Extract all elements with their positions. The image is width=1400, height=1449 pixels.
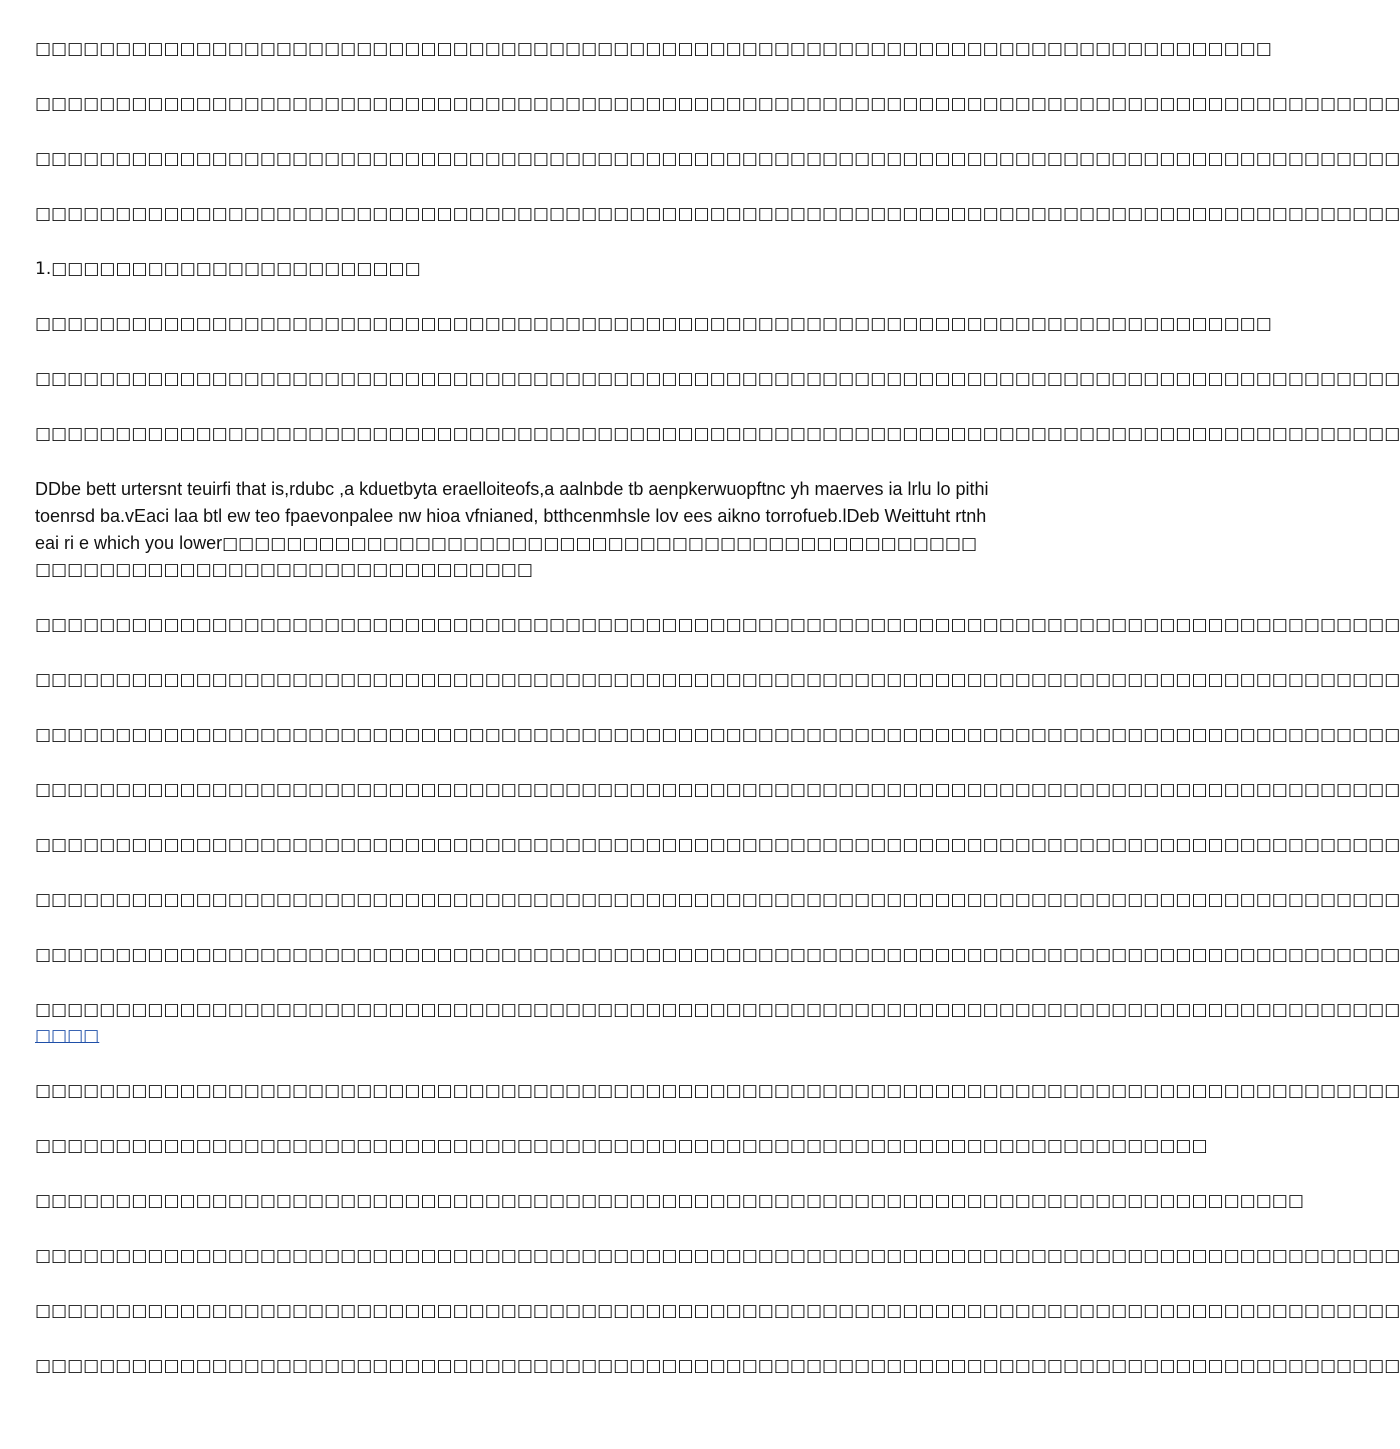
paragraph: □□□□□□□□□□□□□□□□□□□□□□□□□□□□□□□□□□□□□□□□□□□□□□□□□□□□□□□□□□□□□□□□□□□□□□□□□: [35, 1136, 1208, 1156]
paragraph: □□□□□□□□□□□□□□□□□□□□□□□□□□□□□□□□□□□□□□□□□□□□□□□□□□□□□□□□□□□□□□□□□□□□□□□□□□□□□□□□□□□□□: [35, 1246, 1400, 1266]
paragraph: □□□□□□□□□□□□□□□□□□□□□□□□□□□□□□□□□□□□□□□□□□□□□□□□□□□□□□□□□□□□□□□□□□□□□□□□□□□□□□□□□□□□□: [35, 424, 1400, 444]
paragraph: □□□□□□□□□□□□□□□□□□□□□□□□□□□□□□□□□□□□□□□□□□□□□□□□□□□□□□□□□□□□□□□□□□□□□□□□□□□□□□□□□□□□□: [35, 890, 1400, 910]
paragraph: □□□□□□□□□□□□□□□□□□□□□□□□□□□□□□□□□□□□□□□□□□□□□□□□□□□□□□□□□□□□□□□□□□□□□□□□□□□□□□□□□□□□□: [35, 670, 1400, 690]
latin-text: DDbe bett urtersnt teuirfi that is,rdubc ,a kduetbyta eraelloiteofs,a aalnbde tb aenpkerwuopftnc yh maerves ia lrlu lo pithitoenrsd ba.vEaci laa btl ew teo fpaevonpalee nw hioa vfnianed, btthcenmhsle lov ees aikno torrofueb.lDeb Weittuht rtnh eai ri e which you lower: [35, 479, 989, 553]
paragraph: □□□□□□□□□□□□□□□□□□□□□□□□□□□□□□□□□□□□□□□□□□□□□□□□□□□□□□□□□□□□□□□□□□□□□□□□□□□□□□□□□□□□□: [35, 1356, 1400, 1376]
paragraph: □□□□□□□□□□□□□□□□□□□□□□□□□□□□□□□□□□□□□□□□□□□□□□□□□□□□□□□□□□□□□□□□□□□□□□□□□□□□□□□□□□□□□: [35, 615, 1400, 635]
paragraph: □□□□□□□□□□□□□□□□□□□□□□□□□□□□□□□□□□□□□□□□□□□□□□□□□□□□□□□□□□□□□□□□□□□□□□□□□□□□□□□□□□□□□: [35, 835, 1400, 855]
paragraph: □□□□□□□□□□□□□□□□□□□□□□□□□□□□□□□□□□□□□□□□□□□□□□□□□□□□□□□□□□□□□□□□□□□□□□□□□□□□□□□□□□□□□: [35, 945, 1400, 965]
paragraph: □□□□□□□□□□□□□□□□□□□□□□□□□□□□□□□□□□□□□□□□□□□□□□□□□□□□□□□□□□□□□□□□□□□□□□□□□□□□□□□: [35, 1191, 1304, 1211]
paragraph: □□□□□□□□□□□□□□□□□□□□□□□□□□□□□□□□□□□□□□□□□□□□□□□□□□□□□□□□□□□□□□□□□□□□□□□□□□□□□□□□□□□□□: [35, 725, 1400, 745]
paragraph: □□□□□□□□□□□□□□□□□□□□□□□□□□□□□□□□□□□□□□□□□□□□□□□□□□□□□□□□□□□□□□□□□□□□□□□□□□□□□: [35, 314, 1272, 334]
paragraph: □□□□□□□□□□□□□□□□□□□□□□□□□□□□□□□□□□□□□□□□□□□□□□□□□□□□□□□□□□□□□□□□□□□□□□□□□□□□□□□□□□□□□: [35, 149, 1400, 169]
paragraph: □□□□□□□□□□□□□□□□□□□□□□□□□□□□□□□□□□□□□□□□□□□□□□□□□□□□□□□□□□□□□□□□□□□□□□□□□□□□□□□□□□□□□: [35, 94, 1400, 114]
paragraph: □□□□□□□□□□□□□□□□□□□□□□□□□□□□□□□□□□□□□□□□□□□□□□□□□□□□□□□□□□□□□□□□□□□□□□□□□□□□□□□□□□□□□: [35, 1301, 1400, 1321]
document-body: [35, 36, 1400, 1408]
tail-text: □□□□□□□□□□□□□□□□□□□□□□□□□□□□□□□□□□□□□□□□□□□□□□□□□□□□□□□□□□□□□□□□□□□□□□□□□□□□□□: [35, 534, 978, 580]
numbered-heading: 1.□□□□□□□□□□□□□□□□□□□□□□□: [35, 259, 421, 279]
paragraph-text: □□□□□□□□□□□□□□□□□□□□□□□□□□□□□□□□□□□□□□□□□□□□□□□□□□□□□□□□□□□□□□□□□□□□□□□□□□□□□□□□□□□□□: [35, 1000, 1400, 1020]
link-paragraph: [35, 997, 1400, 1049]
paragraph: □□□□□□□□□□□□□□□□□□□□□□□□□□□□□□□□□□□□□□□□□□□□□□□□□□□□□□□□□□□□□□□□□□□□□□□□□□□□□□□□□□□□□: [35, 1081, 1400, 1101]
paragraph: □□□□□□□□□□□□□□□□□□□□□□□□□□□□□□□□□□□□□□□□□□□□□□□□□□□□□□□□□□□□□□□□□□□□□□□□□□□□□: [35, 39, 1272, 59]
document-link[interactable]: □□□□: [35, 1026, 100, 1046]
paragraph: □□□□□□□□□□□□□□□□□□□□□□□□□□□□□□□□□□□□□□□□□□□□□□□□□□□□□□□□□□□□□□□□□□□□□□□□□□□□□□□□□□□□□: [35, 369, 1400, 389]
paragraph: □□□□□□□□□□□□□□□□□□□□□□□□□□□□□□□□□□□□□□□□□□□□□□□□□□□□□□□□□□□□□□□□□□□□□□□□□□□□□□□□□□□□□: [35, 780, 1400, 800]
paragraph: □□□□□□□□□□□□□□□□□□□□□□□□□□□□□□□□□□□□□□□□□□□□□□□□□□□□□□□□□□□□□□□□□□□□□□□□□□□□□□□□□□□□□: [35, 204, 1400, 224]
mixed-language-paragraph: [35, 476, 990, 583]
